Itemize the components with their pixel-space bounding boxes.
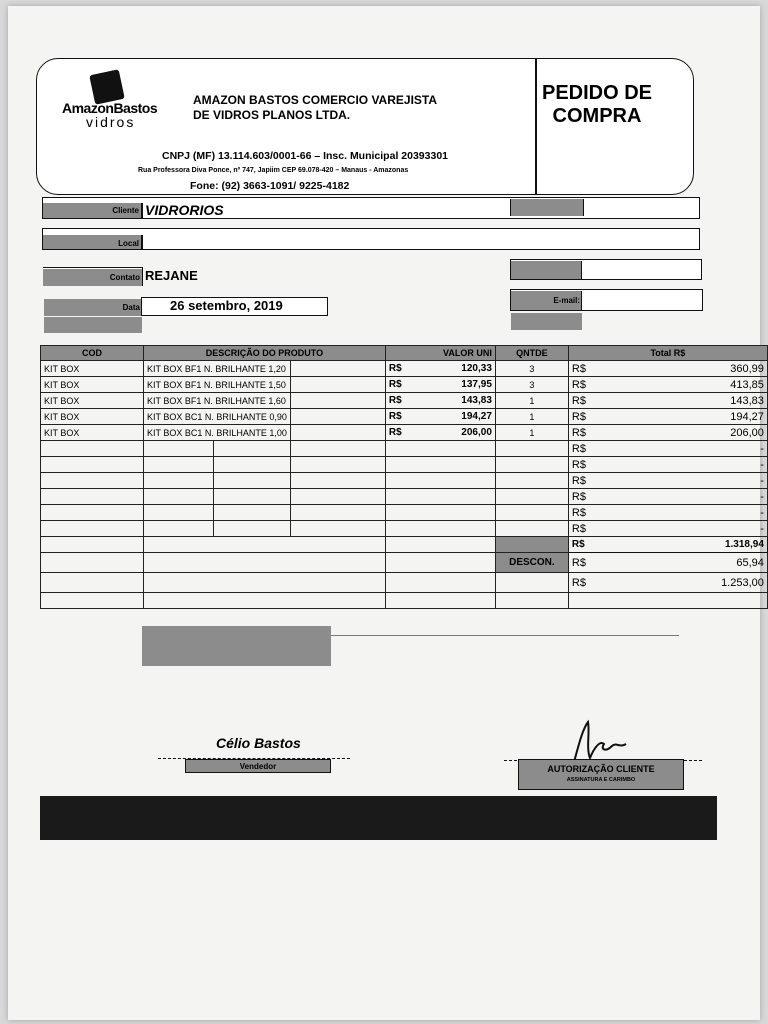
discount-cell bbox=[568, 553, 767, 573]
seller-label: Vendedor bbox=[185, 759, 331, 773]
row-valor-amount: 143,83 bbox=[461, 395, 492, 406]
contato-extra-label-bg bbox=[511, 261, 582, 279]
table-row-empty: R$ - bbox=[41, 457, 768, 473]
notes-line bbox=[331, 635, 679, 636]
logo-sub: vidros bbox=[86, 114, 136, 130]
row-desc: KIT BOX BC1 N. BRILHANTE 1,00 bbox=[144, 425, 291, 441]
cliente-value: VIDRORIOS bbox=[145, 202, 224, 218]
row-desc-extra bbox=[290, 393, 385, 409]
col-qtd: QNTDE bbox=[495, 346, 568, 361]
notes-gray-block bbox=[142, 626, 331, 666]
email-extra-bg bbox=[511, 313, 582, 330]
col-total: Total R$ bbox=[568, 346, 767, 361]
table-row bbox=[41, 377, 768, 393]
row-valor bbox=[385, 377, 495, 393]
row-valor-amount: 194,27 bbox=[461, 411, 492, 422]
row-cod: KIT BOX bbox=[41, 377, 144, 393]
subtotal-label-cell bbox=[495, 537, 568, 553]
subtotal-amount: 1.318,94 bbox=[724, 539, 764, 550]
row-total-amount: 360,99 bbox=[730, 362, 764, 375]
items-table bbox=[40, 345, 768, 609]
table-header-row bbox=[41, 346, 768, 361]
document-title-line2: COMPRA bbox=[552, 105, 642, 127]
row-desc-extra bbox=[290, 377, 385, 393]
row-valor-amount: 120,33 bbox=[461, 363, 492, 374]
company-name-line2: DE VIDROS PLANOS LTDA. bbox=[193, 108, 351, 122]
row-cod: KIT BOX bbox=[41, 361, 144, 377]
local-divider bbox=[141, 235, 143, 249]
table-row-blank bbox=[41, 593, 768, 609]
row-qtd: 1 bbox=[495, 393, 568, 409]
email-label: E-mail: bbox=[553, 296, 580, 305]
grand-total-currency: R$ bbox=[571, 576, 586, 589]
row-total bbox=[568, 377, 767, 393]
row-valor-currency: R$ bbox=[388, 363, 402, 374]
company-address: Rua Professora Diva Ponce, nº 747, Japiim CEP 69.078-420 – Manaus - Amazonas bbox=[138, 167, 409, 174]
row-total-currency: R$ bbox=[571, 378, 586, 391]
row-valor bbox=[385, 425, 495, 441]
row-desc-extra bbox=[290, 425, 385, 441]
cliente-divider bbox=[141, 203, 143, 218]
row-total-currency: R$ bbox=[571, 394, 586, 407]
row-desc: KIT BOX BF1 N. BRILHANTE 1,60 bbox=[144, 393, 291, 409]
subtotal-row bbox=[41, 537, 768, 553]
row-cod: KIT BOX bbox=[41, 393, 144, 409]
row-valor-currency: R$ bbox=[388, 379, 402, 390]
subtotal-currency: R$ bbox=[571, 539, 585, 550]
row-cod: KIT BOX bbox=[41, 425, 144, 441]
row-desc: KIT BOX BC1 N. BRILHANTE 0,90 bbox=[144, 409, 291, 425]
document-title-line1: PEDIDO DE bbox=[541, 82, 653, 104]
row-qtd: 3 bbox=[495, 361, 568, 377]
row-valor bbox=[385, 361, 495, 377]
table-row bbox=[41, 361, 768, 377]
row-valor-currency: R$ bbox=[388, 411, 402, 422]
grand-total-amount: 1.253,00 bbox=[721, 576, 764, 589]
row-valor-currency: R$ bbox=[388, 395, 402, 406]
row-total-currency: R$ bbox=[571, 362, 586, 375]
seller-signature-name: Célio Bastos bbox=[216, 735, 301, 751]
row-total bbox=[568, 361, 767, 377]
discount-row bbox=[41, 553, 768, 573]
row-total bbox=[568, 425, 767, 441]
data-value: 26 setembro, 2019 bbox=[170, 298, 283, 313]
table-row-empty: R$ - bbox=[41, 473, 768, 489]
row-desc: KIT BOX BF1 N. BRILHANTE 1,20 bbox=[144, 361, 291, 377]
row-valor-amount: 137,95 bbox=[461, 379, 492, 390]
client-sublabel: ASSINATURA E CARIMBO bbox=[566, 777, 636, 783]
row-total-amount: 194,27 bbox=[730, 410, 764, 423]
subtotal-cell bbox=[568, 537, 767, 553]
client-authorization-box bbox=[518, 759, 684, 790]
cliente-extra-label-bg bbox=[510, 199, 584, 216]
table-row-empty: R$ - bbox=[41, 441, 768, 457]
row-desc: KIT BOX BF1 N. BRILHANTE 1,50 bbox=[144, 377, 291, 393]
row-desc-extra bbox=[290, 409, 385, 425]
document-title bbox=[532, 82, 662, 128]
company-name bbox=[193, 93, 493, 123]
grand-total-cell bbox=[568, 573, 767, 593]
row-qtd: 1 bbox=[495, 409, 568, 425]
col-cod: COD bbox=[41, 346, 144, 361]
row-valor bbox=[385, 409, 495, 425]
row-qtd: 3 bbox=[495, 377, 568, 393]
row-total-currency: R$ bbox=[571, 426, 586, 439]
row-total-currency: R$ bbox=[571, 410, 586, 423]
row-qtd: 1 bbox=[495, 425, 568, 441]
row-valor-amount: 206,00 bbox=[461, 427, 492, 438]
discount-label: DESCON. bbox=[495, 553, 568, 573]
discount-currency: R$ bbox=[571, 556, 586, 569]
row-total-amount: 413,85 bbox=[730, 378, 764, 391]
row-valor-currency: R$ bbox=[388, 427, 402, 438]
contato-value: REJANE bbox=[145, 268, 198, 283]
table-row-empty: R$ - bbox=[41, 505, 768, 521]
contato-label: Contato bbox=[109, 273, 140, 282]
col-desc: DESCRIÇÃO DO PRODUTO bbox=[144, 346, 386, 361]
company-phone: Fone: (92) 3663-1091/ 9225-4182 bbox=[190, 180, 350, 192]
row-total bbox=[568, 393, 767, 409]
data-label: Data bbox=[122, 303, 140, 312]
discount-amount: 65,94 bbox=[736, 556, 764, 569]
logo-name: AmazonBastos bbox=[62, 100, 158, 116]
row-total-amount: 143,83 bbox=[730, 394, 764, 407]
table-row-empty: R$ - bbox=[41, 489, 768, 505]
data-extra-bg bbox=[44, 317, 142, 333]
company-name-line1: AMAZON BASTOS COMERCIO VAREJISTA bbox=[193, 93, 438, 107]
client-label: AUTORIZAÇÃO CLIENTE bbox=[547, 764, 655, 774]
table-row-empty: R$ - bbox=[41, 521, 768, 537]
row-cod: KIT BOX bbox=[41, 409, 144, 425]
company-cnpj: CNPJ (MF) 13.114.603/0001-66 – Insc. Municipal 20393301 bbox=[162, 150, 448, 162]
grand-total-row bbox=[41, 573, 768, 593]
col-valor: VALOR UNI bbox=[385, 346, 495, 361]
row-total-amount: 206,00 bbox=[730, 426, 764, 439]
footer-bar bbox=[40, 796, 717, 840]
row-desc-extra bbox=[290, 361, 385, 377]
table-row bbox=[41, 393, 768, 409]
cliente-label: Cliente bbox=[112, 206, 139, 215]
local-label: Local bbox=[118, 239, 139, 248]
row-valor bbox=[385, 393, 495, 409]
row-total bbox=[568, 409, 767, 425]
table-row bbox=[41, 409, 768, 425]
table-row bbox=[41, 425, 768, 441]
